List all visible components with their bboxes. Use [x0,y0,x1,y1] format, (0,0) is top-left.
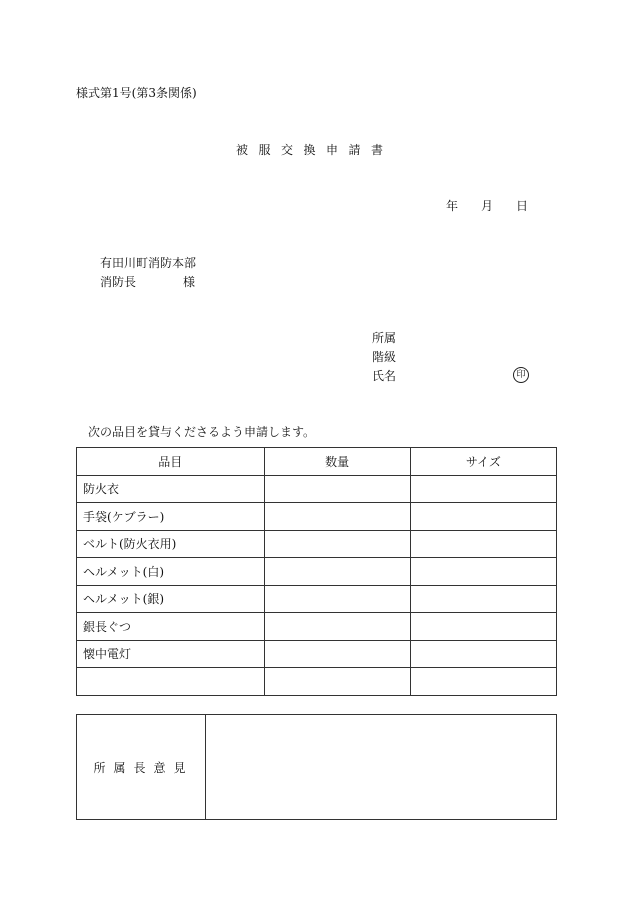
item-name-cell: 手袋(ケブラー) [77,503,265,531]
quantity-cell[interactable] [264,613,410,641]
document-title: 被服交換申請書 [236,143,394,157]
quantity-cell[interactable] [264,475,410,503]
applicant-rank-label: 階級 [372,350,397,364]
addressee-honorific: 様 [183,275,196,289]
quantity-cell[interactable] [264,640,410,668]
request-statement: 次の品目を貸与くださるよう申請します。 [88,425,316,439]
applicant-affiliation-label: 所属 [372,331,397,345]
quantity-cell[interactable] [264,530,410,558]
date-day-label: 日 [516,199,529,213]
table-row [77,530,557,558]
header-size: サイズ [410,448,556,476]
size-cell[interactable] [410,503,556,531]
size-cell[interactable] [410,530,556,558]
supervisor-opinion-box [76,714,557,820]
item-name-cell: 銀長ぐつ [77,613,265,641]
opinion-label: 所属長意見 [77,715,206,820]
date-year-label: 年 [446,199,459,213]
table-row [77,668,557,696]
table-row [77,640,557,668]
size-cell[interactable] [410,558,556,586]
table-row [77,558,557,586]
header-quantity: 数量 [264,448,410,476]
size-cell[interactable] [410,668,556,696]
quantity-cell[interactable] [264,558,410,586]
table-row [77,613,557,641]
quantity-cell[interactable] [264,503,410,531]
items-table [76,447,557,696]
date-month-label: 月 [481,199,494,213]
opinion-field[interactable] [206,715,557,820]
item-name-cell: 防火衣 [77,475,265,503]
size-cell[interactable] [410,585,556,613]
size-cell[interactable] [410,475,556,503]
form-code: 様式第1号(第3条関係) [76,86,197,100]
table-header-row [77,448,557,476]
item-name-cell: ベルト(防火衣用) [77,530,265,558]
quantity-cell[interactable] [264,585,410,613]
table-row [77,503,557,531]
addressee-title: 消防長 [100,275,137,289]
item-name-cell: 懐中電灯 [77,640,265,668]
opinion-row [77,715,557,820]
addressee-organization: 有田川町消防本部 [100,256,197,270]
item-name-cell[interactable] [77,668,265,696]
item-name-cell: ヘルメット(白) [77,558,265,586]
size-cell[interactable] [410,640,556,668]
applicant-name-label: 氏名 [372,369,397,383]
header-item: 品目 [77,448,265,476]
item-name-cell: ヘルメット(銀) [77,585,265,613]
size-cell[interactable] [410,613,556,641]
seal-mark: 印 [513,367,529,383]
quantity-cell[interactable] [264,668,410,696]
table-row [77,585,557,613]
table-row [77,475,557,503]
